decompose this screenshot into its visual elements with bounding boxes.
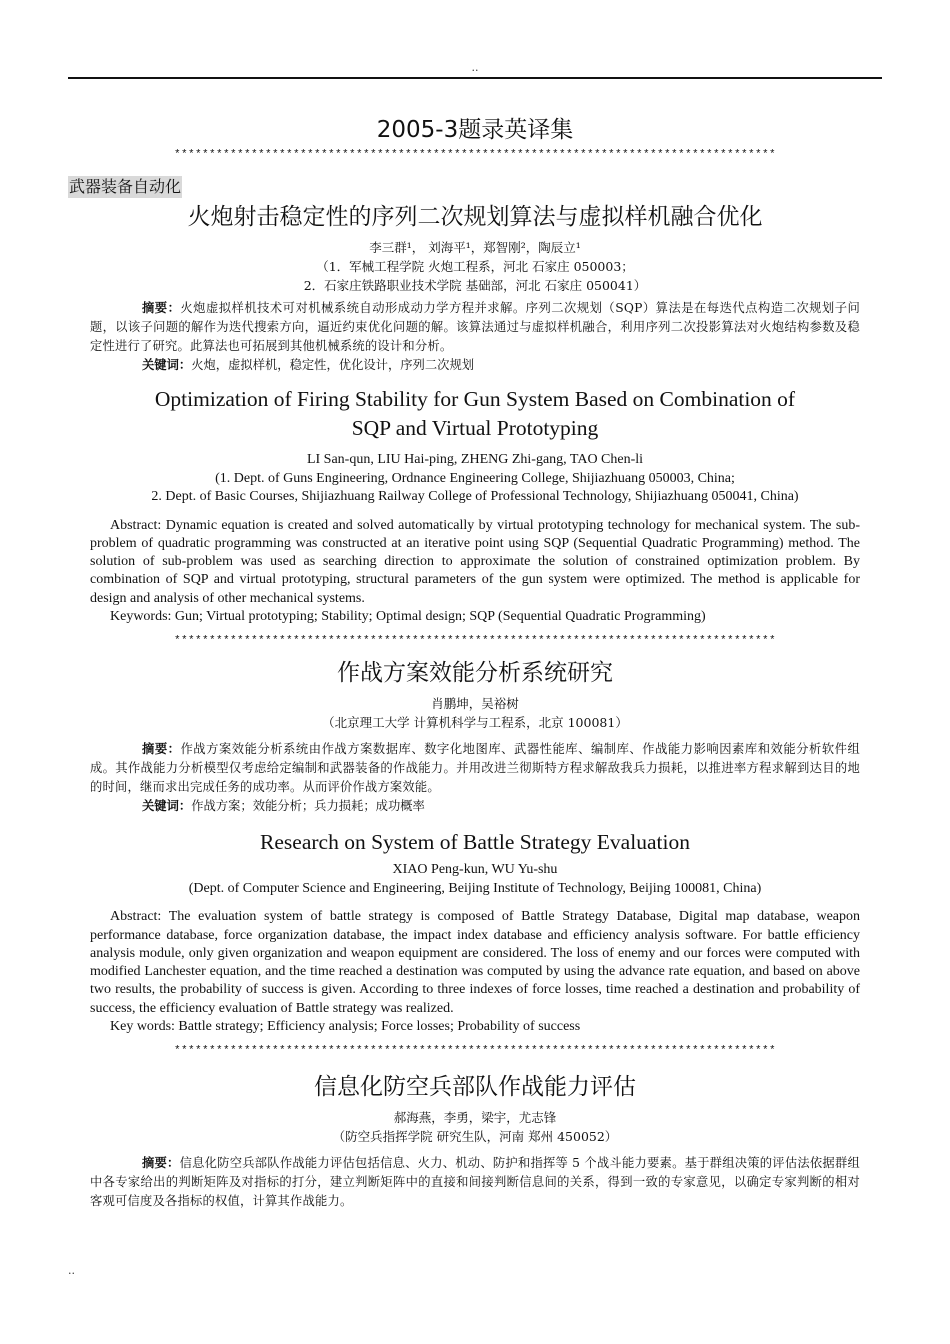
article-3-cn-authors: 郝海燕，李勇，梁宇，尤志锋 [393,1110,557,1126]
article-2-en-affiliation-1: (Dept. of Computer Science and Engineering, Beijing Institute of Technology, Beijing 100081, China) [188,880,762,896]
header-rule [68,77,882,79]
article-1-cn-abstract-text: 火炮虚拟样机技术可对机械系统自动形成动力学方程并求解。序列二次规划（SQP）算法是在每迭代点构造二次规划子问题，以该子问题的解作为迭代搜索方向，逼近约束优化问题的解。该算法通过与虚拟样机融合，利用序列二次投影算法对火炮结构参数及稳定性进行了研究。此算法也可拓展到其他机械系统的设计和分析。 [90,301,860,353]
article-1-cn-affiliation-1: （1．军械工程学院 火炮工程系，河北 石家庄 050003； [316,259,634,274]
article-2-cn-affiliation-1: （北京理工大学 计算机科学与工程系，北京 100081） [322,715,628,731]
article-1-cn-keywords [68,356,882,375]
article-2-cn-keywords-text: 作战方案；效能分析；兵力损耗；成功概率 [191,799,425,814]
article-1-en-affiliation-1: (1. Dept. of Guns Engineering, Ordnance Engineering College, Shijiazhuang 050003, China; [215,470,735,486]
abstract-label: 摘要： [142,1156,180,1171]
page-title: 2005-3题录英译集 [376,117,574,143]
article-2-cn-title: 作战方案效能分析系统研究 [337,660,613,687]
article-3-cn-title: 信息化防空兵部队作战能力评估 [314,1074,636,1101]
article-2-en-abstract: Abstract: The evaluation system of battle strategy is composed of Battle Strategy Database, Digital map database, weapon performance database, force organization database, the impact index database and efficiency analysis software. For battle efficiency analysis module, only given organization and weapon equipment are considered. The loss of enemy and our forces were computed with modified Lanchester equation, and the time reached a destination was computed by using the advance rate equation, and based on above two results, the probability of success is given. According to three indexes of force losses, time reached a destination and probability of success, the efficiency evaluation of Battle strategy was realized. [90,909,860,1016]
article-2-en-authors: XIAO Peng-kun, WU Yu-shu [392,862,558,878]
article-1-en-keywords: Keywords: Gun; Virtual prototyping; Stability; Optimal design; SQP (Sequential Quadratic Programming) [110,608,706,624]
keywords-label: 关键词： [142,358,192,372]
article-2 [68,656,882,1036]
separator-stars: ************************************************************************************** [173,1045,777,1058]
article-3 [68,1070,882,1211]
article-3-cn-affiliation-1: （防空兵指挥学院 研究生队，河南 郑州 450052） [332,1129,618,1145]
article-1-en-authors: LI San-qun, LIU Hai-ping, ZHENG Zhi-gang, TAO Chen-li [306,452,644,467]
article-1 [68,200,882,626]
article-1-en-affiliation-2: 2. Dept. of Basic Courses, Shijiazhuang Railway College of Professional Technology, Shijiazhuang 050041, China) [151,489,799,504]
article-1-cn-affiliation-2: 2．石家庄铁路职业技术学院 基础部，河北 石家庄 050041） [303,278,647,293]
article-1-en-title-line-2: SQP and Virtual Prototyping [351,416,599,440]
article-3-cn-abstract-text: 信息化防空兵部队作战能力评估包括信息、火力、机动、防护和指挥等 5 个战斗能力要素。基于群组决策的评估法依据群组中各专家给出的判断矩阵及对指标的打分，建立判断矩阵中的直接和间接判断信息间的关系，得到一致的专家意见，以确定专家判断的相对客观可信度及各指标的权值，计算其作战能力。 [90,1156,860,1209]
article-3-cn-abstract [68,1154,882,1211]
separator-stars: ************************************************************************************** [173,149,777,161]
footer-dots: .. [68,1264,75,1277]
article-1-en-title-line-1: Optimization of Firing Stability for Gun System Based on Combination of [154,387,796,411]
article-2-en-title: Research on System of Battle Strategy Evaluation [260,830,690,855]
abstract-label: 摘要： [142,742,181,757]
abstract-label: 摘要： [142,301,181,315]
article-1-en-title [68,385,882,443]
header-dots: .. [471,61,479,74]
article-1-cn-keywords-text: 火炮，虚拟样机，稳定性，优化设计，序列二次规划 [191,358,475,372]
keywords-label: 关键词： [142,799,192,814]
article-1-en-abstract: Abstract: Dynamic equation is created and solved automatically by virtual prototyping technology for mechanical system. The sub-problem of quadratic programming was constructed at an iterative point using SQP (Sequential Quadratic Programming) method. The solution of sub-problem was used as searching direction to approximate the solution of constrained optimization problem. By combination of SQP and virtual prototyping, structural parameters of the gun system were optimized. The method is applicable for design and analysis of other mechanical systems. [90,517,860,606]
article-2-en-keywords: Key words: Battle strategy; Efficiency analysis; Force losses; Probability of success [110,1019,581,1035]
content [68,114,882,1211]
article-2-cn-keywords [68,797,882,816]
article-2-cn-abstract [68,740,882,797]
article-2-cn-authors: 肖鹏坤，吴裕树 [431,696,519,712]
article-1-cn-authors: 李三群¹， 刘海平¹，郑智刚²，陶辰立¹ [369,240,581,255]
article-1-cn-abstract [68,299,882,356]
article-1-cn-title: 火炮射击稳定性的序列二次规划算法与虚拟样机融合优化 [187,204,763,230]
section-label: 武器装备自动化 [69,177,182,196]
article-2-cn-abstract-text: 作战方案效能分析系统由作战方案数据库、数字化地图库、武器性能库、编制库、作战能力影响因素库和效能分析软件组成。其作战能力分析模型仅考虑给定编制和武器装备的作战能力。并用改进兰彻斯特方程求解敌我兵力损耗，以推进率方程求解到达目的地的时间，继而求出完成任务的成功率。从而评价作战方案效能。 [90,742,860,795]
separator-stars: ************************************************************************************** [173,635,777,648]
